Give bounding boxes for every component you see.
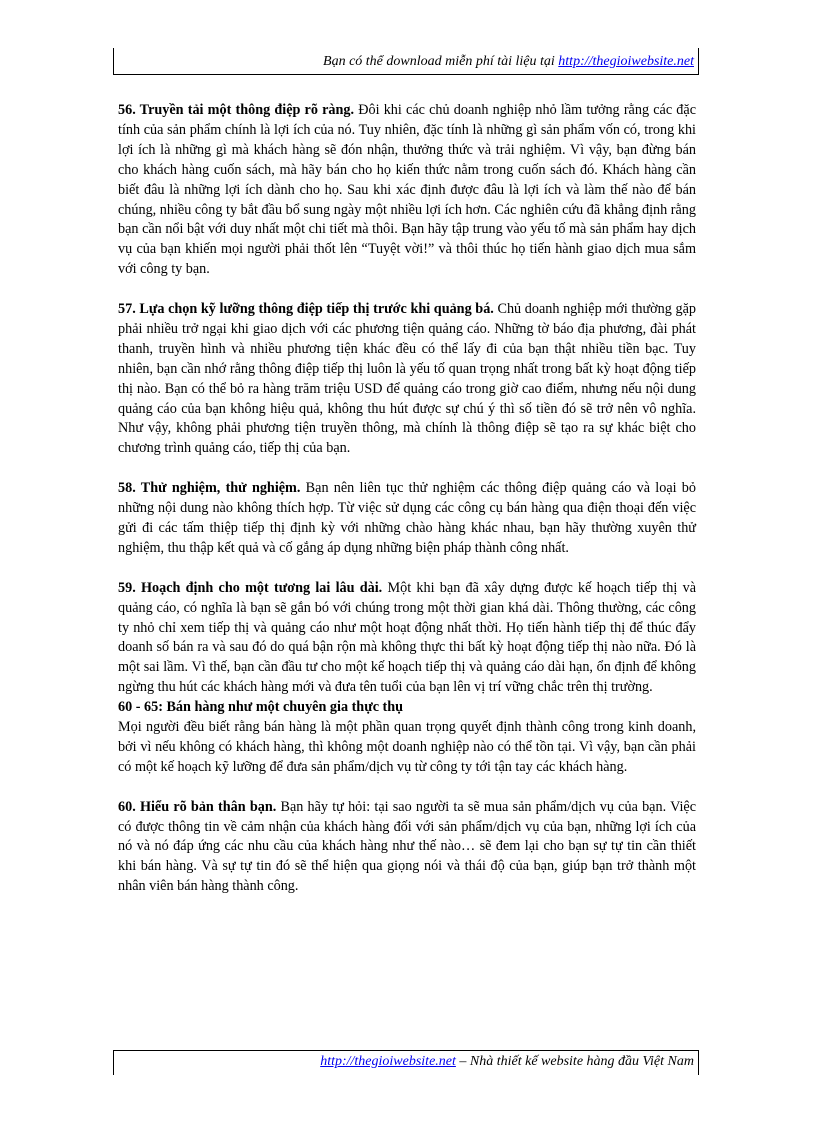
section-58-body: Bạn nên liên tục thử nghiệm các thông điệp quảng cáo và loại bỏ những nội dung nào không thích hợp. Từ việc sử dụng các công cụ bán hàng qua điện thoại đến việc gửi đi các tấm thiệp tiếp thị định kỳ với những chào hàng khác nhau, bạn hãy thường xuyên thử nghiệm, thu thập kết quả và cố gắng áp dụng những biện pháp thành công nhất. xyxy=(118,480,696,556)
page-footer xyxy=(113,1050,699,1075)
section-58-title: 58. Thử nghiệm, thử nghiệm. xyxy=(118,480,301,497)
section-57-body: Chủ doanh nghiệp mới thường gặp phải nhiều trở ngại khi giao dịch với các phương tiện quảng cáo. Những tờ báo địa phương, đài phát thanh, truyền hình và nhiều phương tiện khác đều có thể lấy đi của bạn thật nhiều tiền bạc. Tuy nhiên, bạn cần nhớ rằng thông điệp tiếp thị luôn là yếu tố quan trọng nhất trong bất kỳ hoạt động tiếp thị nào. Bạn có thể bỏ ra hàng trăm triệu USD để quảng cáo trong giờ cao điểm, nhưng nếu nội dung quảng cáo của bạn không hiệu quả, không thu hút được sự chú ý thì số tiền đó sẽ trở nên vô nghĩa. Như vậy, không phải phương tiện truyền thông, mà chính là thông điệp sẽ tạo ra sự khác biệt cho chương trình quảng cáo, tiếp thị của bạn. xyxy=(118,301,696,457)
section-60-title: 60. Hiểu rõ bản thân bạn. xyxy=(118,798,277,815)
chapter-intro: Mọi người đều biết rằng bán hàng là một phần quan trọng quyết định thành công trong kinh doanh, bởi vì nếu không có khách hàng, thì không một doanh nghiệp nào có thể tồn tại. Vì vậy, bạn cần phải có một kế hoạch kỹ lưỡng để đưa sản phẩm/dịch vụ từ công ty tới tận tay các khách hàng. xyxy=(118,719,696,775)
page-header xyxy=(113,48,699,75)
header-label: Bạn có thể download miễn phí tài liệu tại xyxy=(323,54,559,69)
document-body xyxy=(118,101,696,897)
section-59 xyxy=(118,579,696,698)
footer-link[interactable]: http://thegioiwebsite.net xyxy=(320,1054,456,1069)
section-59-body: Một khi bạn đã xây dựng được kế hoạch tiếp thị và quảng cáo, có nghĩa là bạn sẽ gắn bó với chúng trong một thời gian khá dài. Thông thường, các công ty nhỏ chỉ xem tiếp thị và quảng cáo như một hoạt động nhất thời. Họ tiến hành tiếp thị để thúc đẩy doanh số bán ra và sau đó do quá bận rộn mà không thực thi bất kỳ hoạt động tiếp thị nào nữa. Đó là một sai lầm. Vì thế, bạn cần đầu tư cho một kế hoạch tiếp thị và quảng cáo dài hạn, ổn định để không ngừng thu hút các khách hàng mới và đưa tên tuổi của bạn lên vị trí vững chắc trên thị trường. xyxy=(118,579,696,696)
section-56-title: 56. Truyền tải một thông điệp rõ ràng. xyxy=(118,102,355,118)
section-57-title: 57. Lựa chọn kỹ lưỡng thông điệp tiếp thị trước khi quảng bá. xyxy=(118,301,494,318)
header-link[interactable]: http://thegioiwebsite.net xyxy=(558,54,694,69)
section-58 xyxy=(118,479,696,559)
footer-text xyxy=(320,1054,694,1070)
section-60 xyxy=(118,798,696,898)
section-57 xyxy=(118,300,696,459)
section-59-title: 59. Hoạch định cho một tương lai lâu dài. xyxy=(118,579,383,596)
header-text xyxy=(323,54,694,70)
section-60-body: Bạn hãy tự hỏi: tại sao người ta sẽ mua sản phẩm/dịch vụ của bạn. Việc có được thông tin về cảm nhận của khách hàng đối với sản phẩm/dịch vụ của bạn, những lợi ích của nó và nó đáp ứng các nhu cầu của khách hàng như thế nào… sẽ đem lại cho bạn sự tự tin cần thiết khi bán hàng. Và sự tự tin đó sẽ thể hiện qua giọng nói và thái độ của bạn, giúp bạn trở thành một nhân viên bán hàng thành công. xyxy=(118,798,696,895)
section-56 xyxy=(118,101,696,280)
section-56-body: Đôi khi các chủ doanh nghiệp nhỏ lầm tưởng rằng các đặc tính của sản phẩm chính là lợi ích của nó. Tuy nhiên, đặc tính là những gì sản phẩm vốn có, trong khi lợi ích là những gì mà khách hàng sẽ đón nhận, thưởng thức và trải nghiệm. Vì vậy, bạn đừng bán cho khách hàng cuốn sách, mà hãy bán cho họ kiến thức nằm trong cuốn sách đó. Khách hàng cần biết đâu là những lợi ích dành cho họ. Sau khi xác định được đâu là lợi ích và làm thế nào để bán chúng, nhiều công ty bắt đầu bổ sung ngày một nhiều lợi ích hơn. Các nghiên cứu đã khẳng định rằng bạn cần nổi bật với duy nhất một chi tiết mà thôi. Bạn hãy tập trung vào yếu tố mà sản phẩm hay dịch vụ của bạn khiến mọi người phải thốt lên “Tuyệt vời!” và thôi thúc họ tiến hành giao dịch mua sắm với công ty bạn. xyxy=(118,102,696,278)
chapter-heading: 60 - 65: Bán hàng như một chuyên gia thực thụ xyxy=(118,699,404,716)
footer-label: – Nhà thiết kế website hàng đầu Việt Nam xyxy=(455,1054,694,1069)
